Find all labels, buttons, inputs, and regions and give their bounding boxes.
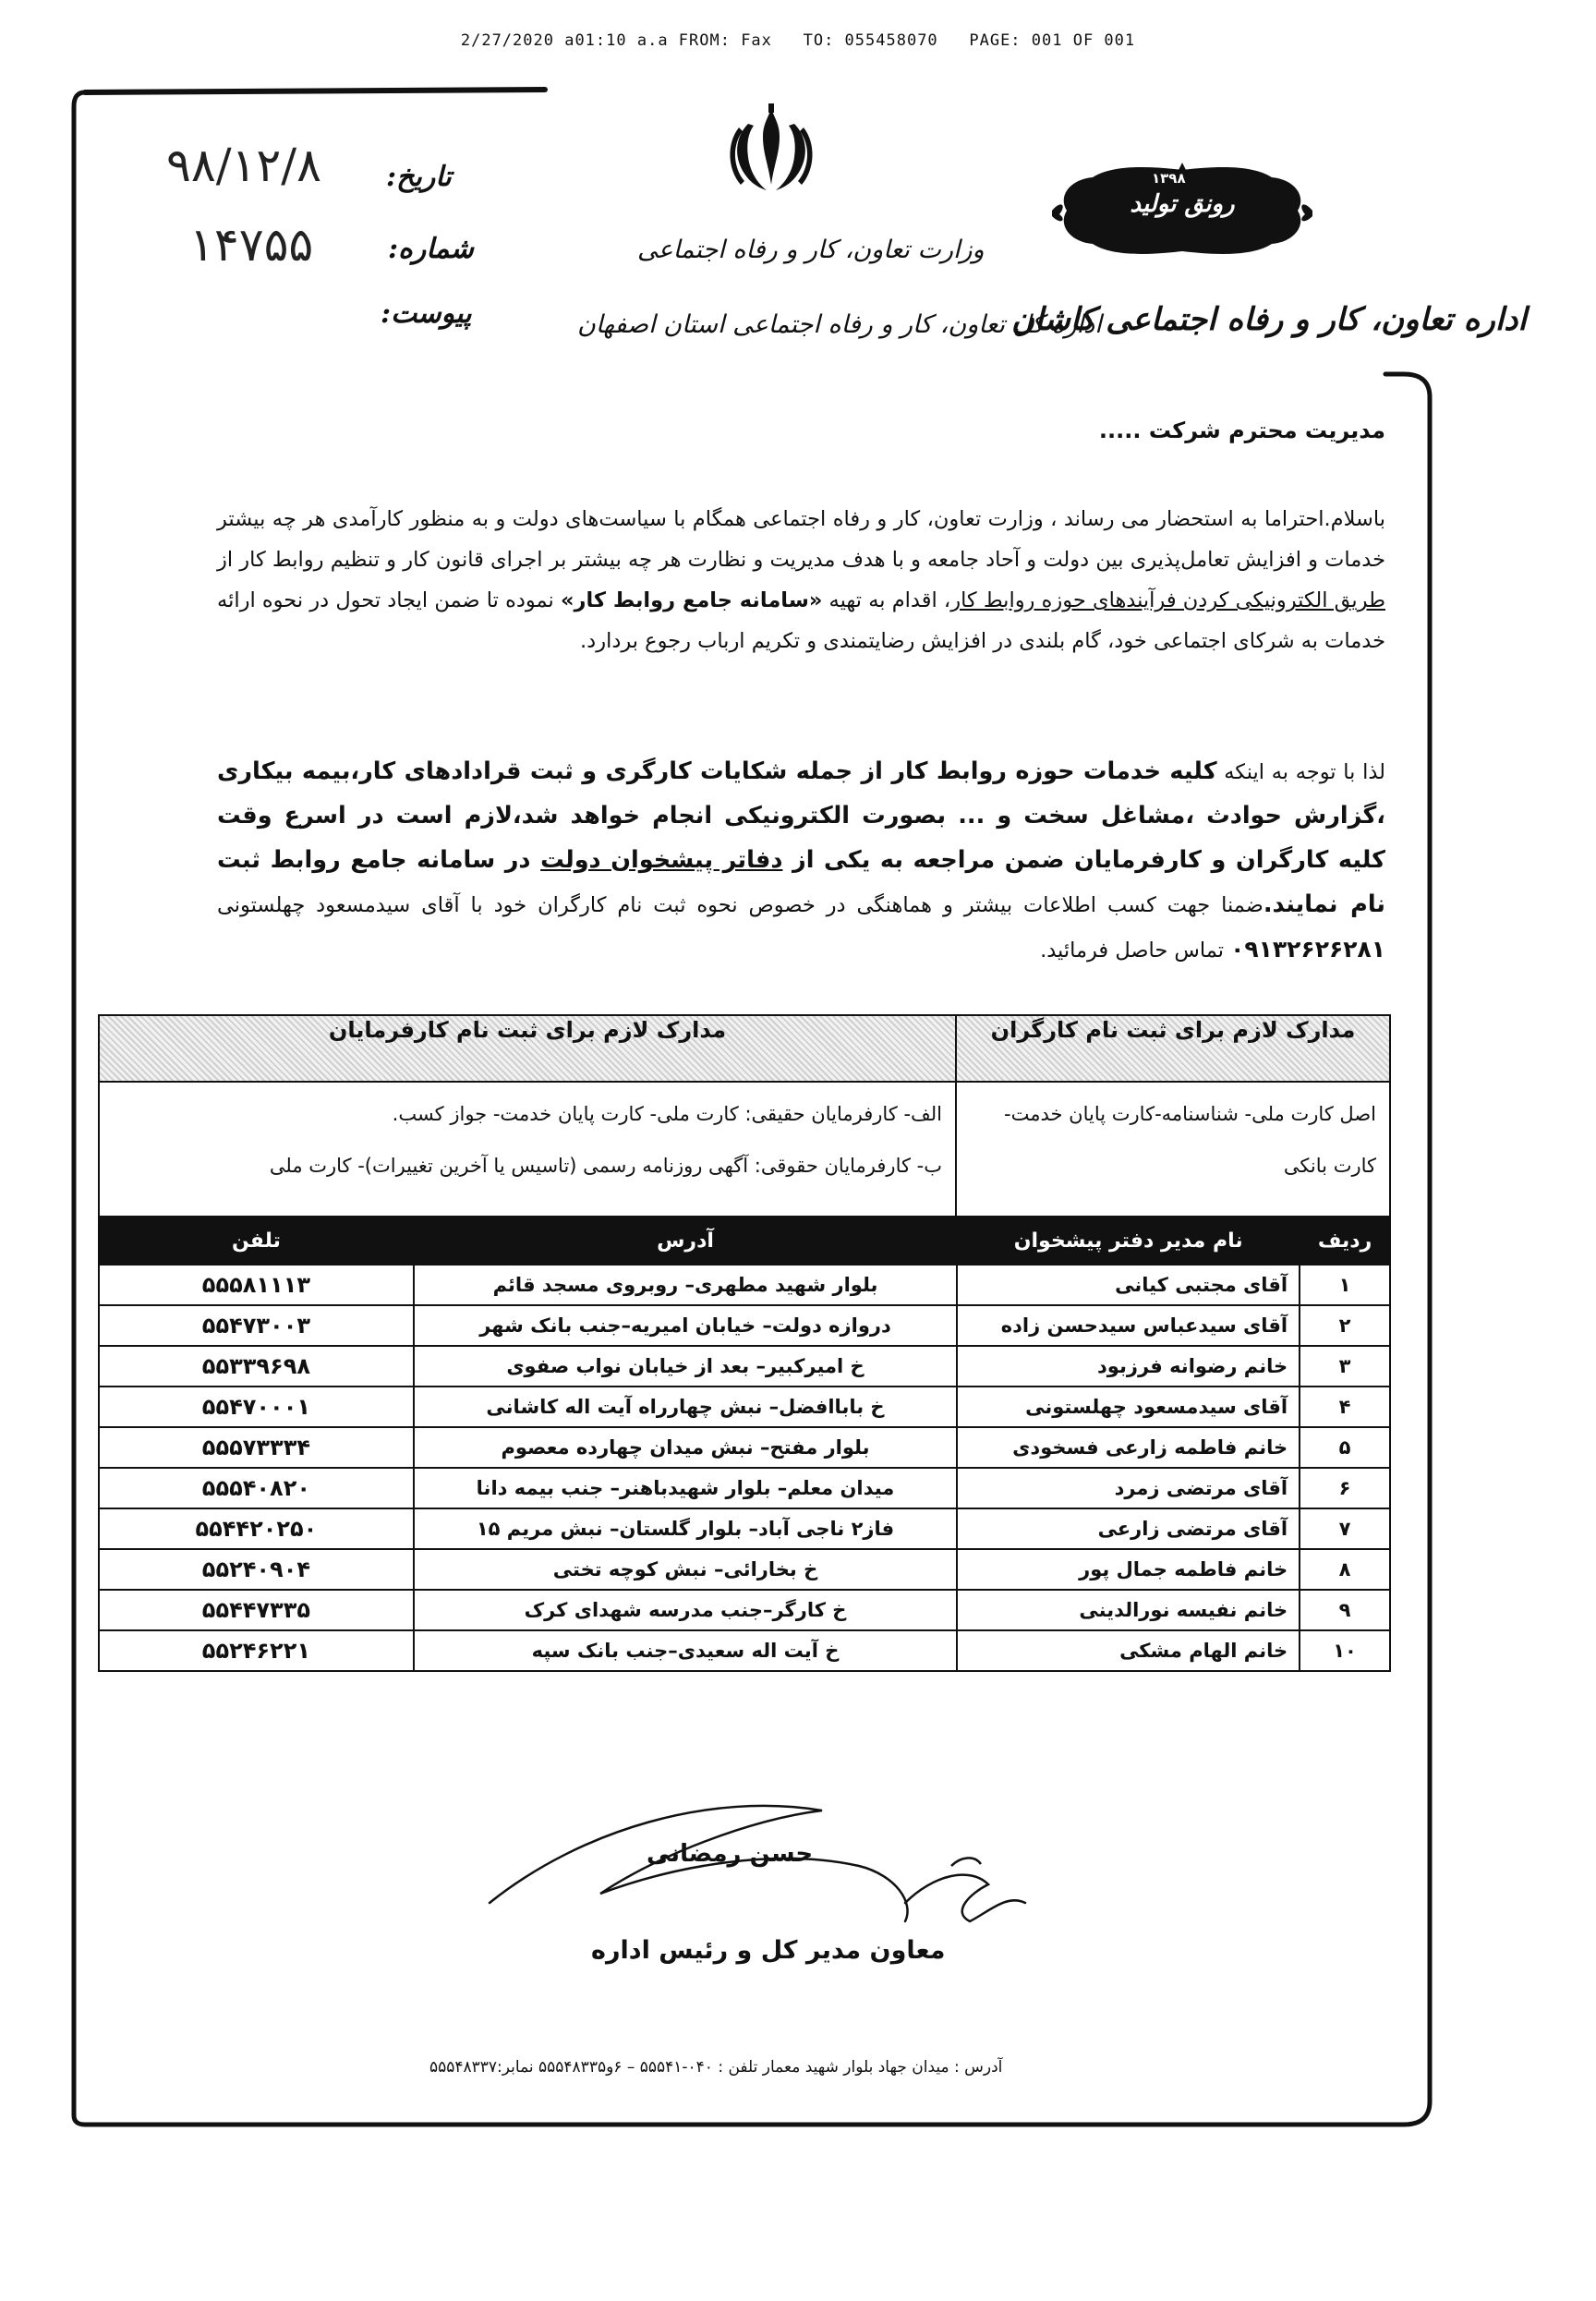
table-row (99, 1468, 1390, 1508)
table-row (99, 1387, 1390, 1427)
row-phone: ۵۵۴۷۳۰۰۳ (99, 1305, 414, 1346)
row-index: ۱۰ (1300, 1630, 1390, 1671)
row-address: خ امیرکبیر– بعد از خیابان نواب صفوی (414, 1346, 957, 1387)
workers-docs-cell (956, 1082, 1390, 1224)
row-address: بلوار مفتح– نبش میدان چهارده معصوم (414, 1427, 957, 1468)
contact-phone: ۰۹۱۳۲۶۲۶۲۸۱ (1230, 936, 1385, 963)
table-row (99, 1265, 1390, 1305)
paragraph-request (217, 750, 1385, 973)
row-phone: ۵۵۴۴۷۳۳۵ (99, 1590, 414, 1630)
header-phone: تلفن (99, 1217, 414, 1265)
workers-docs-text: اصل کارت ملی- شناسنامه-کارت پایان خدمت-کارت بانکی (1004, 1103, 1376, 1177)
row-name: خانم رضوانه فرزبود (957, 1346, 1300, 1387)
table-row (99, 1549, 1390, 1590)
paragraph-intro-part2: ، اقدام به تهیه (822, 588, 951, 612)
row-index: ۳ (1300, 1346, 1390, 1387)
row-name: آقای سیدمسعود چهلستونی (957, 1387, 1300, 1427)
employers-docs-header: مدارک لازم برای ثبت نام کارفرمایان (99, 1015, 956, 1082)
row-address: خ باباافضل– نبش چهارراه آیت اله کاشانی (414, 1387, 957, 1427)
header-index: ردیف (1300, 1217, 1390, 1265)
paragraph-intro (217, 499, 1385, 661)
signer-title: معاون مدیر کل و رئیس اداره (591, 1936, 946, 1965)
row-index: ۴ (1300, 1387, 1390, 1427)
general-office-name: اداره کل تعاون، کار و رفاه اجتماعی استان اصفهان (577, 310, 1102, 339)
date-label: تاریخ: (386, 161, 452, 193)
paragraph-request-part1: لذا با توجه به اینکه (1216, 760, 1385, 784)
fax-header: 2/27/2020 a01:10 a.a FROM: Fax TO: 055458070 PAGE: 001 OF 001 (460, 31, 1136, 50)
paragraph-request-part2: ضمنا جهت کسب اطلاعات بیشتر و هماهنگی در خصوص نحوه ثبت نام کارگران خود با آقای سیدمسعود چهلستونی (217, 893, 1264, 917)
row-phone: ۵۵۵۸۱۱۱۳ (99, 1265, 414, 1305)
department-name: اداره تعاون، کار و رفاه اجتماعی کاشان (1011, 301, 1527, 338)
attachment-label: پیوست: (381, 297, 472, 330)
row-index: ۹ (1300, 1590, 1390, 1630)
row-name: خانم الهام مشکی (957, 1630, 1300, 1671)
ministry-name: وزارت تعاون، کار و رفاه اجتماعی (637, 236, 985, 264)
footer-address: آدرس : میدان جهاد بلوار شهید معمار تلفن : ۰۴۰-۵۵۵۴۱ – ۶و۵۵۵۴۸۳۳۵ نمابر:۵۵۵۴۸۳۳۷ (429, 2058, 1003, 2077)
emblem-icon (720, 100, 822, 201)
paragraph-request-part3: تماس حاصل فرمائید. (1040, 939, 1231, 963)
row-address: میدان معلم– بلوار شهیدباهنر– جنب بیمه دانا (414, 1468, 957, 1508)
table-row (99, 1427, 1390, 1468)
table-row (99, 1346, 1390, 1387)
offices-table (98, 1216, 1391, 1672)
row-index: ۷ (1300, 1508, 1390, 1549)
employers-legal-docs: ب- کارفرمایان حقوقی: آگهی روزنامه رسمی (تاسیس یا آخرین تغییرات)- کارت ملی (269, 1155, 942, 1177)
logo-text: رونق تولید (1130, 190, 1235, 218)
workers-docs-header: مدارک لازم برای ثبت نام کارگران (956, 1015, 1390, 1082)
row-index: ۱ (1300, 1265, 1390, 1305)
paragraph-intro-part3: نموده تا ضمن ایجاد تحول در نحوه ارائه خدمات به شرکای اجتماعی خود، گام بلندی در افزایش رضایتمندی و تکریم ارباب رجوع بردارد. (217, 588, 1385, 653)
row-name: خانم نفیسه نورالدینی (957, 1590, 1300, 1630)
row-phone: ۵۵۳۳۹۶۹۸ (99, 1346, 414, 1387)
table-row (99, 1630, 1390, 1671)
row-phone: ۵۵۲۴۶۲۲۱ (99, 1630, 414, 1671)
paragraph-request-underlined: دفاتر پیشخوان دولت (540, 846, 783, 874)
row-phone: ۵۵۴۴۲۰۲۵۰ (99, 1508, 414, 1549)
table-row (99, 1508, 1390, 1549)
row-name: آقای مرتضی زمرد (957, 1468, 1300, 1508)
salutation: مدیریت محترم شرکت ..... (1098, 418, 1385, 443)
row-address: بلوار شهید مطهری– روبروی مسجد قائم (414, 1265, 957, 1305)
row-address: خ کارگر–جنب مدرسه شهدای کرک (414, 1590, 957, 1630)
table-row (99, 1305, 1390, 1346)
row-name: آقای سیدعباس سیدحسن زاده (957, 1305, 1300, 1346)
signer-name: حسن رمضانی (647, 1840, 814, 1868)
row-name: خانم فاطمه جمال پور (957, 1549, 1300, 1590)
row-index: ۵ (1300, 1427, 1390, 1468)
paragraph-request-bold2: در سامانه جامع روابط ثبت نام نمایند. (217, 846, 1385, 918)
number-label: شماره: (388, 233, 474, 265)
row-index: ۸ (1300, 1549, 1390, 1590)
documents-table (98, 1014, 1391, 1225)
row-phone: ۵۵۵۴۰۸۲۰ (99, 1468, 414, 1508)
row-index: ۲ (1300, 1305, 1390, 1346)
row-phone: ۵۵۴۷۰۰۰۱ (99, 1387, 414, 1427)
row-index: ۶ (1300, 1468, 1390, 1508)
row-phone: ۵۵۵۷۳۳۳۴ (99, 1427, 414, 1468)
paragraph-intro-part1: باسلام.احتراما به استحضار می رساند ، وزارت تعاون، کار و رفاه اجتماعی همگام با سیاست‌های دولت و به منظور کارآمدی هر چه بیشتر خدمات و افزایش تعامل‌پذیری بین دولت و آحاد جامعه و با هدف مدیریت و نظارت هر چه بیشتر بر اجرای قانون کار و تنظیم روابط کار از (217, 507, 1385, 572)
paragraph-intro-system-name: «سامانه جامع روابط کار» (561, 588, 823, 612)
row-address: دروازه دولت– خیابان امیریه–جنب بانک شهر (414, 1305, 957, 1346)
row-address: فاز۲ ناجی آباد– بلوار گلستان– نبش مریم ۱۵ (414, 1508, 957, 1549)
employers-docs-cell (99, 1082, 956, 1224)
paragraph-request-bold1: کلیه خدمات حوزه روابط کار از جمله شکایات کارگری و ثبت قرادادهای کار،بیمه بیکاری ،گزارش حوادث ،مشاغل سخت و ... بصورت الکترونیکی انجام خواهد شد،لازم است در اسرع وقت کلیه کارگران و کارفرمایان ضمن مراجعه به یکی از (217, 757, 1385, 874)
paragraph-intro-underlined: طریق الکترونیکی کردن فرآیندهای حوزه روابط کار (950, 588, 1386, 612)
row-phone: ۵۵۲۴۰۹۰۴ (99, 1549, 414, 1590)
table-row (99, 1590, 1390, 1630)
production-logo (1048, 159, 1316, 262)
row-name: خانم فاطمه زارعی فسخودی (957, 1427, 1300, 1468)
number-value: ۱۴۷۵۵ (189, 218, 314, 272)
logo-year: ۱۳۹۸ (1152, 170, 1186, 187)
row-name: آقای مرتضی زارعی (957, 1508, 1300, 1549)
header-address: آدرس (414, 1217, 957, 1265)
row-name: آقای مجتبی کیانی (957, 1265, 1300, 1305)
header-name: نام مدیر دفتر پیشخوان (957, 1217, 1300, 1265)
date-value: ۹۸/۱۲/۸ (166, 139, 321, 192)
row-address: خ آیت اله سعیدی–جنب بانک سپه (414, 1630, 957, 1671)
row-address: خ بخارائی– نبش کوچه تختی (414, 1549, 957, 1590)
employers-real-docs: الف- کارفرمایان حقیقی: کارت ملی- کارت پایان خدمت- جواز کسب. (392, 1103, 942, 1125)
